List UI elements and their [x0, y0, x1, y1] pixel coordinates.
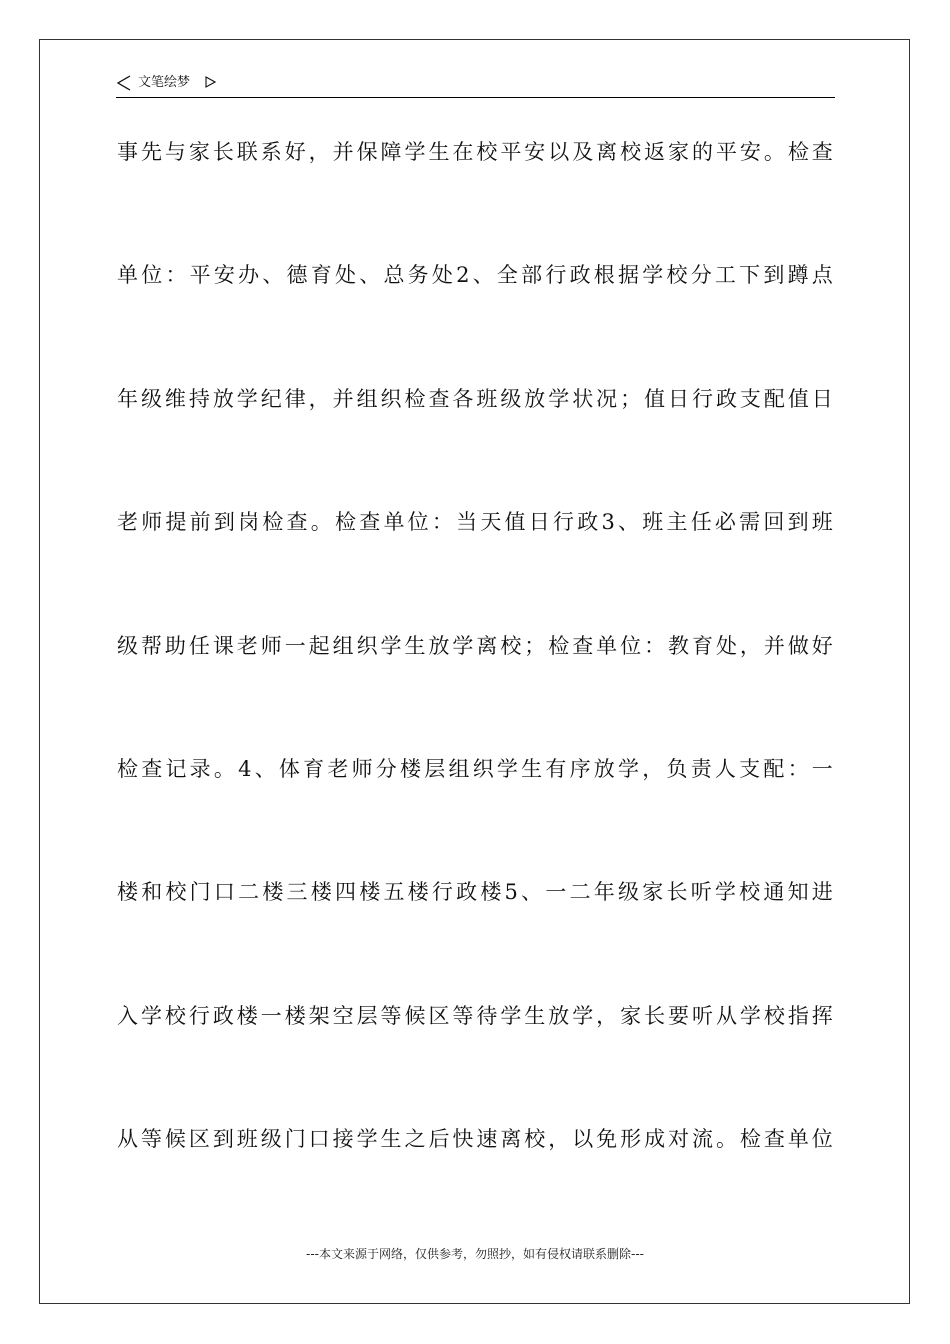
body-line: 楼和校门口二楼三楼四楼五楼行政楼5、一二年级家长听学校通知进 [117, 880, 834, 905]
footer-disclaimer: ---本文来源于网络，仅供参考，勿照抄，如有侵权请联系删除--- [306, 1247, 644, 1261]
body-line: 单位：平安办、德育处、总务处2、全部行政根据学校分工下到蹲点 [117, 263, 834, 288]
header-brand: 文笔绘梦 [138, 75, 191, 90]
body-line: 检查记录。4、体育老师分楼层组织学生有序放学，负责人支配：一 [117, 756, 834, 781]
body-line: 从等候区到班级门口接学生之后快速离校，以免形成对流。检查单位 [117, 1127, 834, 1152]
document-body [117, 129, 837, 1240]
body-line: 事先与家长联系好，并保障学生在校平安以及离校返家的平安。检查 [117, 140, 834, 164]
body-line: 级帮助任课老师一起组织学生放学离校；检查单位：教育处，并做好 [117, 633, 834, 658]
left-triangle-icon [116, 75, 132, 91]
body-line: 入学校行政楼一楼架空层等候区等待学生放学，家长要听从学校指挥 [117, 1003, 834, 1028]
body-line: 年级维持放学纪律，并组织检查各班级放学状况；值日行政支配值日 [117, 386, 834, 411]
right-triangle-icon [204, 76, 216, 88]
body-line: 老师提前到岗检查。检查单位：当天值日行政3、班主任必需回到班 [117, 510, 834, 535]
document-header [116, 72, 835, 98]
